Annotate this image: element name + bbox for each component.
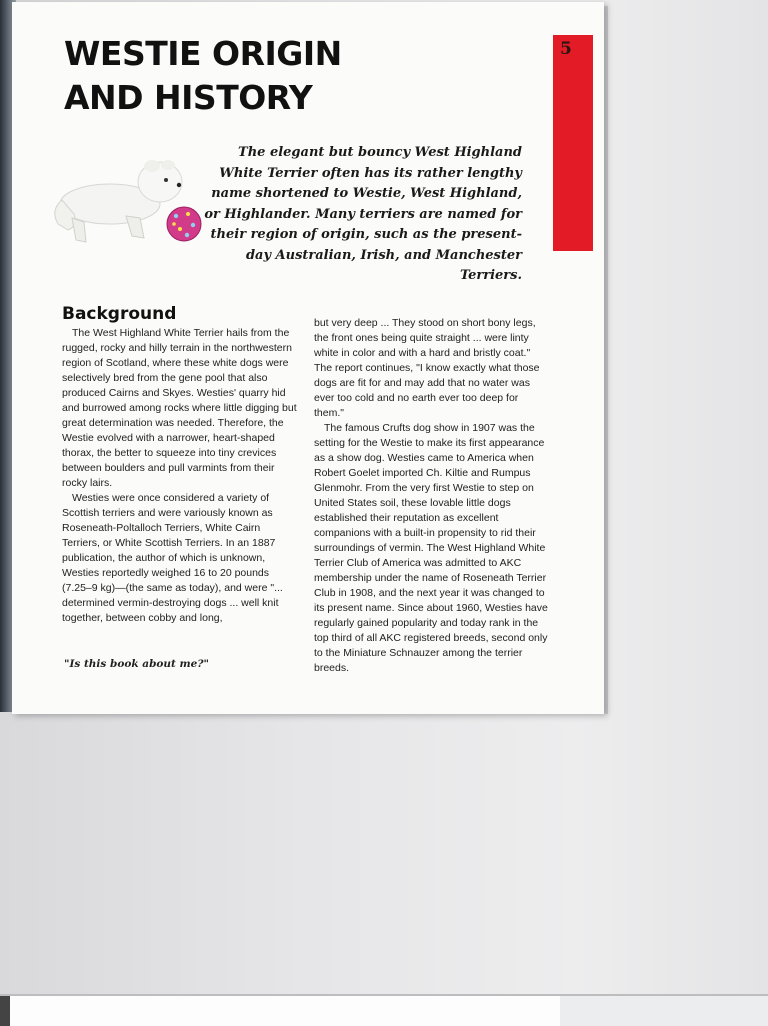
paragraph: The West Highland White Terrier hails from the rugged, rocky and hilly terrain in the northwestern region of Scotland, where these white dogs were selectively bred from the gene pool that also produced Cairns and Skyes. Westies' quarry hid and burrowed among rocks where little digging but great determination was needed. Therefore, the Westie evolved with a narrower, heart-shaped thorax, the better to squeeze into tiny crevices between boulders and pull varmints from their rocky lairs. — [62, 327, 297, 489]
westie-puppy-with-ball-icon — [48, 152, 208, 252]
page-number: 5 — [560, 39, 572, 59]
page-title-line-2: AND HISTORY — [64, 78, 313, 117]
next-page-edge — [0, 994, 768, 1026]
page-title — [64, 32, 342, 120]
chapter-tab — [553, 35, 593, 251]
right-column — [314, 316, 550, 676]
next-page-shade — [560, 996, 768, 1026]
paragraph: The famous Crufts dog show in 1907 was the setting for the Westie to make its first appearance as a show dog. Westies came to America when Robert Goelet imported Ch. Kiltie and Rumpus Glenmohr. From the very first Westie to step on United States soil, these lovable little dogs established their reputation as excellent companions with a built-in propensity to rid their surroundings of vermin. The West Highland White Terrier Club of America was admitted to AKC membership under the name of Roseneath Terrier Club in 1908, and the next year it was changed to its present name. Since about 1960, Westies have regularly gained popularity and today rank in the top third of all AKC registered breeds, second only to the Miniature Schnauzer among the terrier breeds. — [314, 422, 548, 674]
next-page-spine — [0, 996, 10, 1026]
left-column — [62, 326, 298, 626]
photo-caption: "Is this book about me?" — [64, 658, 209, 670]
page-title-line-1: WESTIE ORIGIN — [64, 34, 342, 73]
book-page — [12, 2, 604, 714]
paragraph: Westies were once considered a variety of Scottish terriers and were variously known as Roseneath-Poltalloch Terriers, White Cairn Terriers, or White Scottish Terriers. In an 1887 publication, the author of which is unknown, Westies reportedly weighed 16 to 20 pounds (7.25–9 kg)—(the same as today), and were "... determined vermin-destroying dogs ... well knit together, between cobby and long, — [62, 492, 283, 624]
intro-text: The elegant but bouncy West Highland White Terrier often has its rather lengthy name shortened to Westie, West Highland, or Highlander. Many terriers are named for their region of origin, such as the present-day Australian, Irish, and Manchester Terriers. — [204, 145, 522, 283]
paragraph: but very deep ... They stood on short bony legs, the front ones being quite straight ... were linty white in color and with a hard and bristly coat." The report continues, "I know exactly what those dogs are fit for and may add that no water was ever too cold and no earth ever too deep for them." — [314, 317, 540, 419]
section-heading: Background — [62, 304, 177, 324]
